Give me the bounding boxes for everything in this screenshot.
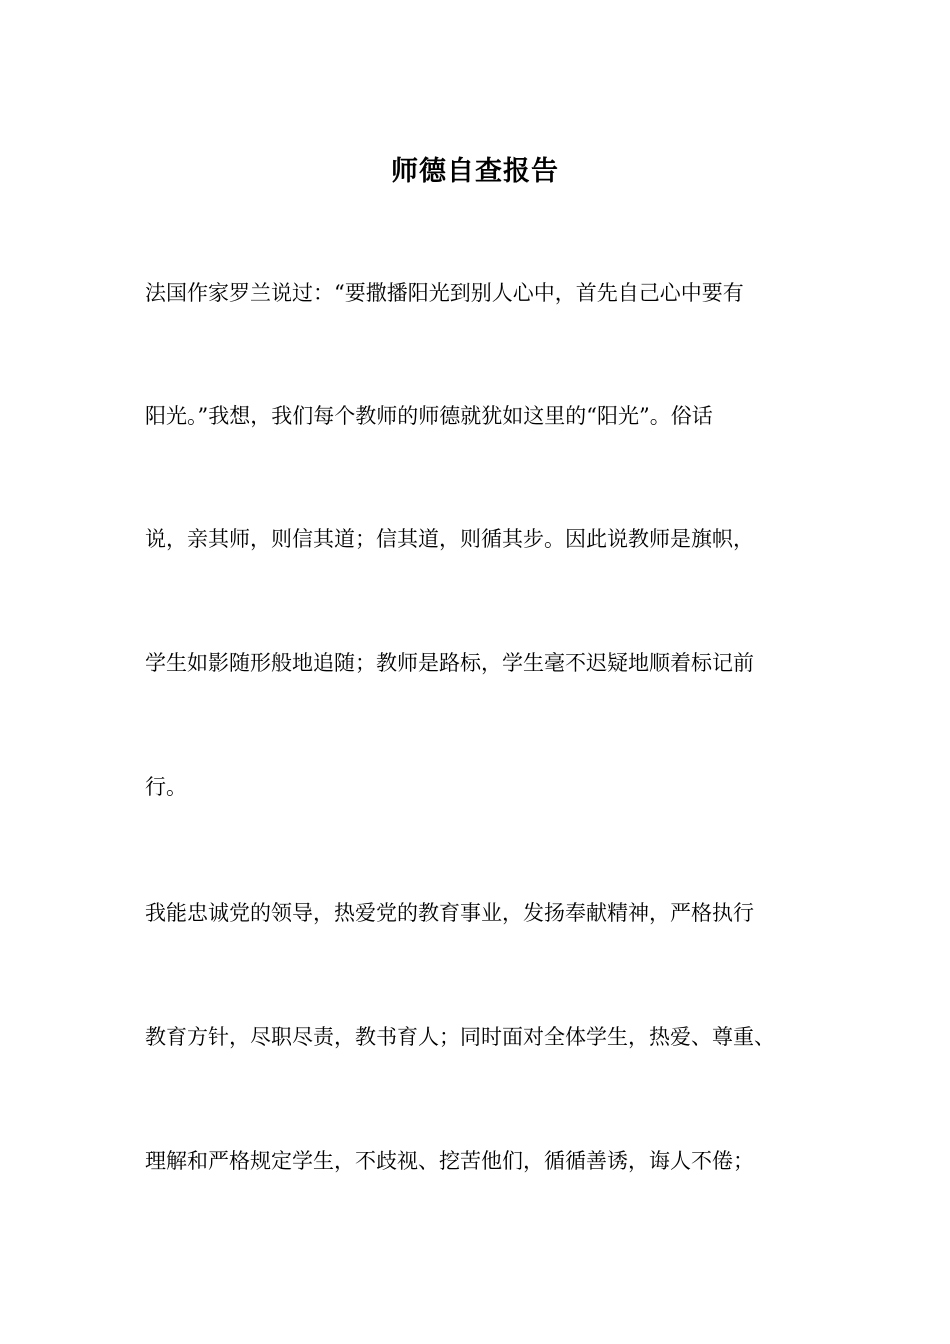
document-title: 师德自查报告	[391, 156, 559, 187]
paragraph-line: 法国作家罗兰说过：“要撒播阳光到别人心中，首先自己心中要有	[145, 281, 744, 305]
paragraph-line: 说，亲其师，则信其道；信其道，则循其步。因此说教师是旗帜，	[145, 527, 754, 551]
paragraph-line: 学生如影随形般地追随；教师是路标，学生毫不迟疑地顺着标记前	[145, 651, 754, 675]
paragraph-line: 理解和严格规定学生，不歧视、挖苦他们，循循善诱，诲人不倦；	[145, 1149, 754, 1173]
paragraph-line: 行。	[145, 775, 187, 799]
paragraph-line: 我能忠诚党的领导，热爱党的教育事业，发扬奉献精神，严格执行	[145, 901, 754, 925]
paragraph-line: 教育方针，尽职尽责，教书育人；同时面对全体学生，热爱、尊重、	[145, 1025, 775, 1049]
paragraph-line: 阳光。”我想，我们每个教师的师德就犹如这里的“阳光”。俗话	[145, 404, 713, 428]
